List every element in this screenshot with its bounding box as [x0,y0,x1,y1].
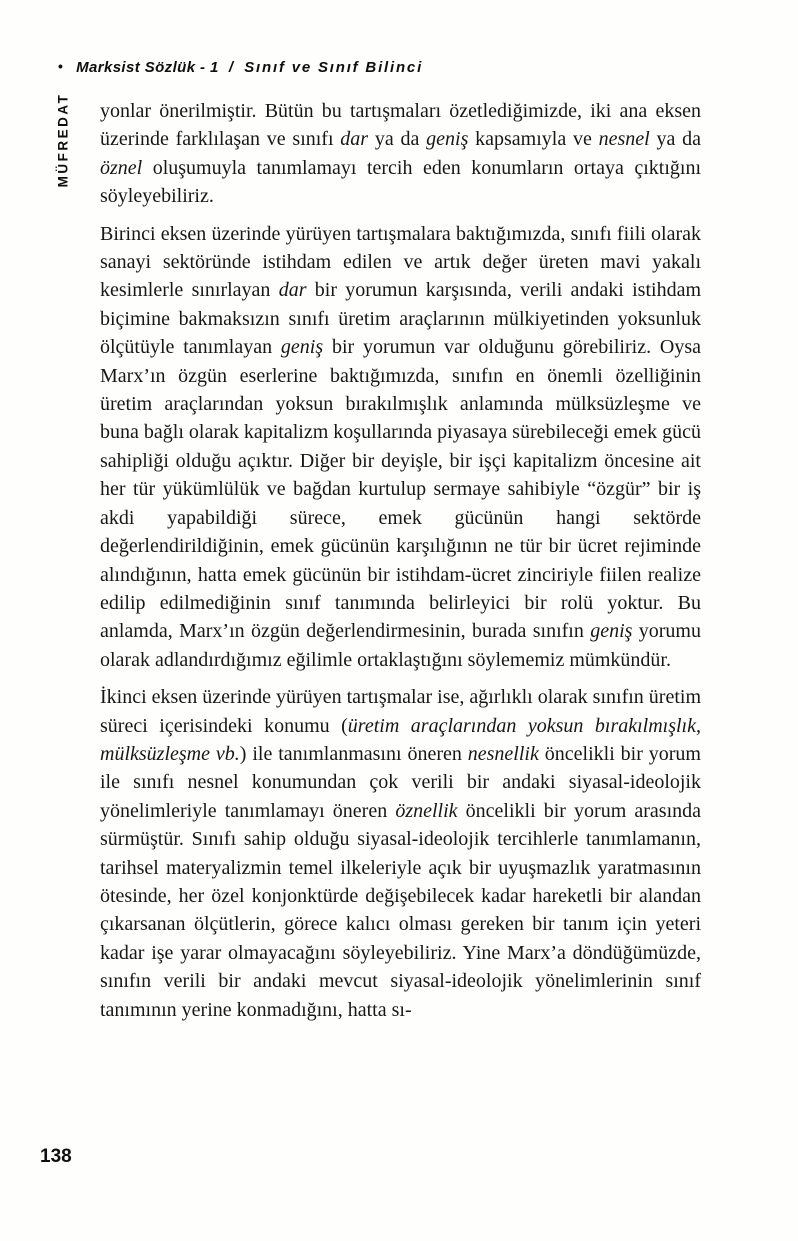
emphasis-text: geniş [280,336,324,359]
text-run: yonlar önerilmiştir. Bütün bu tartışmaları özetlediğimizde, iki ana eksen üzerinde farklılaşan ve sınıfı [100,100,701,151]
text-run: Birinci eksen üzerinde yürüyen tartışmalara baktığımızda, sınıfı fiili olarak sanayi sektöründe istihdam edilen ve artık değer üreten mavi yakalı kesimlerle sınırlayan [100,222,701,302]
emphasis-text: nesnellik [467,742,539,765]
header-chapter-title: Sınıf ve Sınıf Bilinci [244,59,424,76]
text-run: ) ile tanımlanmasını öneren [239,742,468,765]
emphasis-text: geniş [426,128,469,151]
emphasis-text: dar [340,128,369,151]
header-bullet-icon: • [58,58,63,74]
emphasis-text: öznellik [395,799,458,822]
text-run: bir yorumun karşısında, verili andaki istihdam biçimine bakmaksızın sınıfı üretim araçlarının mülkiyetinden yoksunluk ölçütüyle tanımlayan [100,279,702,359]
text-run: kapsamıyla ve [468,128,599,151]
paragraph-2 [100,220,701,675]
emphasis-text: nesnel [598,128,650,151]
text-run: İkinci eksen üzerinde yürüyen tartışmalar ise, ağırlıklı olarak sınıfın üretim süreci içerisindeki konumu ( [100,686,701,737]
paragraph-1 [100,97,701,211]
text-run: öncelikli bir yorum ile sınıfı nesnel konumundan çok verili bir andaki siyasal-ideolojik yönelimleriyle tanımlamayı öneren [100,742,701,822]
text-run: yorumu olarak adlandırdığımız eğilimle ortaklaştığını söylememiz mümkündür. [100,620,701,671]
margin-label-mufredat: MÜFREDAT [55,92,71,188]
text-run: bir yorumun var olduğunu görebiliriz. Oysa Marx’ın özgün eserlerine baktığımızda, sınıfın en önemli özelliğinin üretim araçlarından yoksun bırakılmışlık anlamında mülksüzleşme ve buna bağlı olarak kapitalizm koşullarında piyasaya sürebileceği emek gücü sahipliği olduğu açıktır. Diğer bir deyişle, bir işçi kapitalizm öncesine ait her tür yükümlülük ve bağdan kurtulup sermaye sahibiyle “özgür” bir iş akdi yapabildiği sürece, emek gücünün hangi sektörde değerlendirildiğinin, emek gücünün karşılığının ne tür bir ücret rejiminde alındığının, hatta emek gücünün bir istihdam-ücret zinciriyle fiilen realize edilip edilmediğinin sınıf tanımında belirleyici bir rolü yoktur. Bu anlamda, Marx’ın özgün değerlendirmesinin, burada sınıfın [100,336,701,643]
emphasis-text: dar [278,279,307,302]
emphasis-text: geniş [590,620,633,643]
paragraph-3 [100,683,701,1024]
emphasis-text: öznel [100,156,143,179]
emphasis-text: üretim araçlarından yoksun bırakılmışlık, mülksüzleşme vb. [100,714,701,765]
running-header [58,59,423,76]
text-run: öncelikli bir yorum arasında sürmüştür. Sınıfı sahip olduğu siyasal-ideolojik tercihlerle tanımlamanın, tarihsel materyalizmin temel ilkeleriyle açık bir uyuşmazlık yaratmasının ötesinde, her özel konjonktürde değişebilecek kadar hareketli bir alandan çıkarsanan ölçütlerin, görece kalıcı olması gereken bir tanım için yeteri kadar işe yarar olmayacağını söyleyebiliriz. Yine Marx’a döndüğümüzde, sınıfın verili bir andaki mevcut siyasal-ideolojik yönelimlerinin sınıf tanımının yerine konmadığını, hatta sı- [100,799,702,1021]
header-series-title: Marksist Sözlük - 1 [76,59,219,76]
text-run: ya da [649,128,701,151]
text-run: oluşumuyla tanımlamayı tercih eden konumların ortaya çıktığını söyleyebiliriz. [100,156,701,208]
text-run: ya da [368,128,427,151]
body-text [100,97,701,1033]
header-separator: / [228,59,235,76]
page-number: 138 [40,1146,72,1167]
